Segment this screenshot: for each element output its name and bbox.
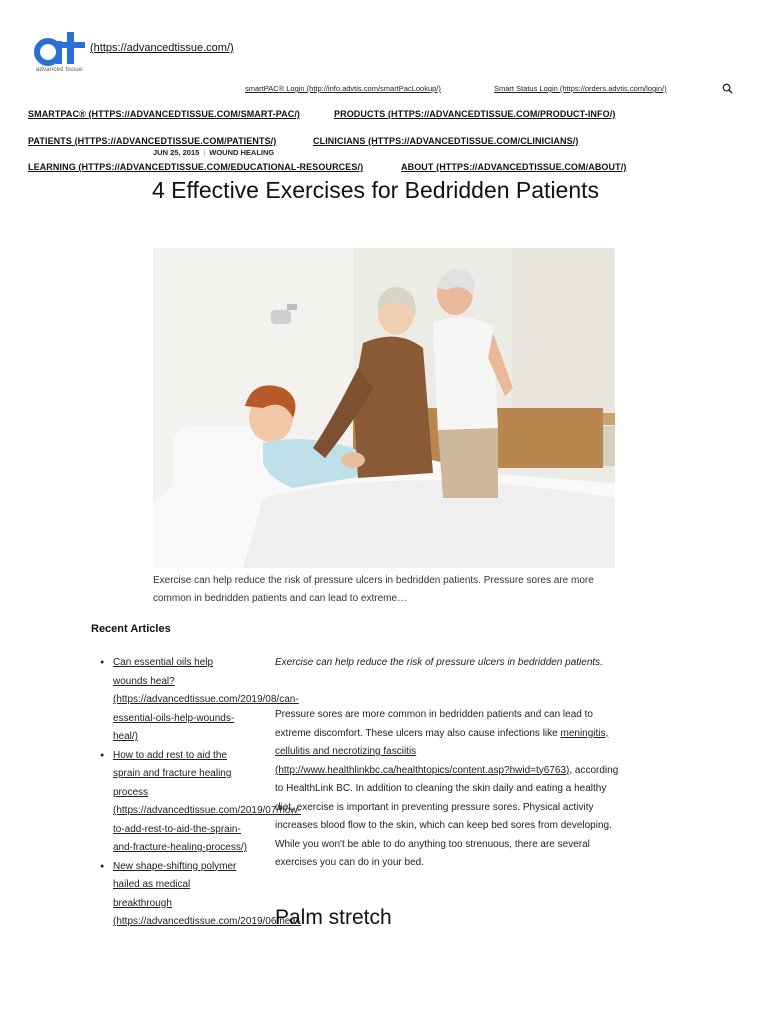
post-meta: [153, 148, 274, 157]
logo-tagline: advanced tissue: [36, 67, 83, 73]
nav-clinicians[interactable]: CLINICIANS (HTTPS://ADVANCEDTISSUE.COM/CLINICIANS/): [313, 136, 579, 146]
recent-articles-heading: Recent Articles: [91, 623, 171, 635]
recent-article-url: (https://advancedtissue.com/2019/06/new-: [113, 916, 301, 927]
body-text-end: , according to HealthLink BC. In addition to cleaning the skin daily and eating a healthy diet, exercise is important in preventing pressure sores. Physical activity increases blood flow to the skin, which can keep bed sores from developing. While you won't be able to do anything too strenuous, there are several exercises you can do in your bed.: [275, 764, 619, 868]
search-icon[interactable]: [722, 83, 733, 94]
smart-status-login-link[interactable]: Smart Status Login (https://orders.advtis.com/login/): [494, 84, 667, 93]
hero-image: [153, 248, 615, 568]
nav-smartpac[interactable]: SMARTPAC® (HTTPS://ADVANCEDTISSUE.COM/SMART-PAC/): [28, 109, 301, 119]
body-text-start: Pressure sores are more common in bedridden patients and can lead to extreme discomfort. These ulcers may also cause infections like: [275, 709, 593, 739]
article-excerpt: Exercise can help reduce the risk of pressure ulcers in bedridden patients. Pressure sores are more common in bedridden patients and can lead to extreme…: [153, 575, 594, 604]
list-item: [100, 654, 299, 747]
list-item: [100, 858, 301, 932]
list-item: [100, 747, 301, 858]
recent-article-title: Can essential oils help wounds heal?: [113, 657, 214, 687]
article-body: [275, 706, 620, 873]
meta-separator: |: [203, 148, 206, 157]
nav-patients[interactable]: PATIENTS (HTTPS://ADVANCEDTISSUE.COM/PATIENTS/): [28, 136, 277, 146]
recent-article-url: (https://advancedtissue.com/2019/08/can-essential-oils-help-wounds-heal/): [113, 694, 299, 742]
recent-article-url: (https://advancedtissue.com/2019/07/how-to-add-rest-to-aid-the-sprain-and-fracture-healing-process/): [113, 805, 301, 853]
recent-article-link[interactable]: [113, 747, 301, 858]
smartpac-login-link[interactable]: smartPAC® Login (http://info.advtis.com/smartPacLookup/): [245, 84, 441, 93]
post-category[interactable]: WOUND HEALING: [209, 148, 275, 157]
article-lead: Exercise can help reduce the risk of pressure ulcers in bedridden patients.: [275, 657, 603, 668]
home-link[interactable]: (https://advancedtissue.com/): [90, 42, 234, 54]
nav-about[interactable]: ABOUT (HTTPS://ADVANCEDTISSUE.COM/ABOUT/): [401, 162, 627, 172]
article-title: 4 Effective Exercises for Bedridden Patients: [152, 177, 600, 203]
healthlink-link[interactable]: meningitis, cellulitis and necrotizing fasciitis (http://www.healthlinkbc.ca/healthtopics/content.asp?hwid=ty6763): [275, 727, 609, 776]
recent-article-title: New shape-shifting polymer hailed as medical breakthrough: [113, 860, 237, 909]
section-heading: Palm stretch: [275, 906, 392, 929]
nav-learning[interactable]: LEARNING (HTTPS://ADVANCEDTISSUE.COM/EDUCATIONAL-RESOURCES/): [28, 162, 364, 172]
recent-article-title: How to add rest to aid the sprain and fracture healing process: [113, 749, 232, 798]
recent-article-link[interactable]: [113, 858, 301, 932]
recent-article-link[interactable]: [113, 654, 299, 747]
nav-products[interactable]: PRODUCTS (HTTPS://ADVANCEDTISSUE.COM/PRODUCT-INFO/): [334, 109, 616, 119]
recent-articles-list: [100, 654, 301, 932]
post-date: JUN 25, 2015: [153, 148, 200, 157]
